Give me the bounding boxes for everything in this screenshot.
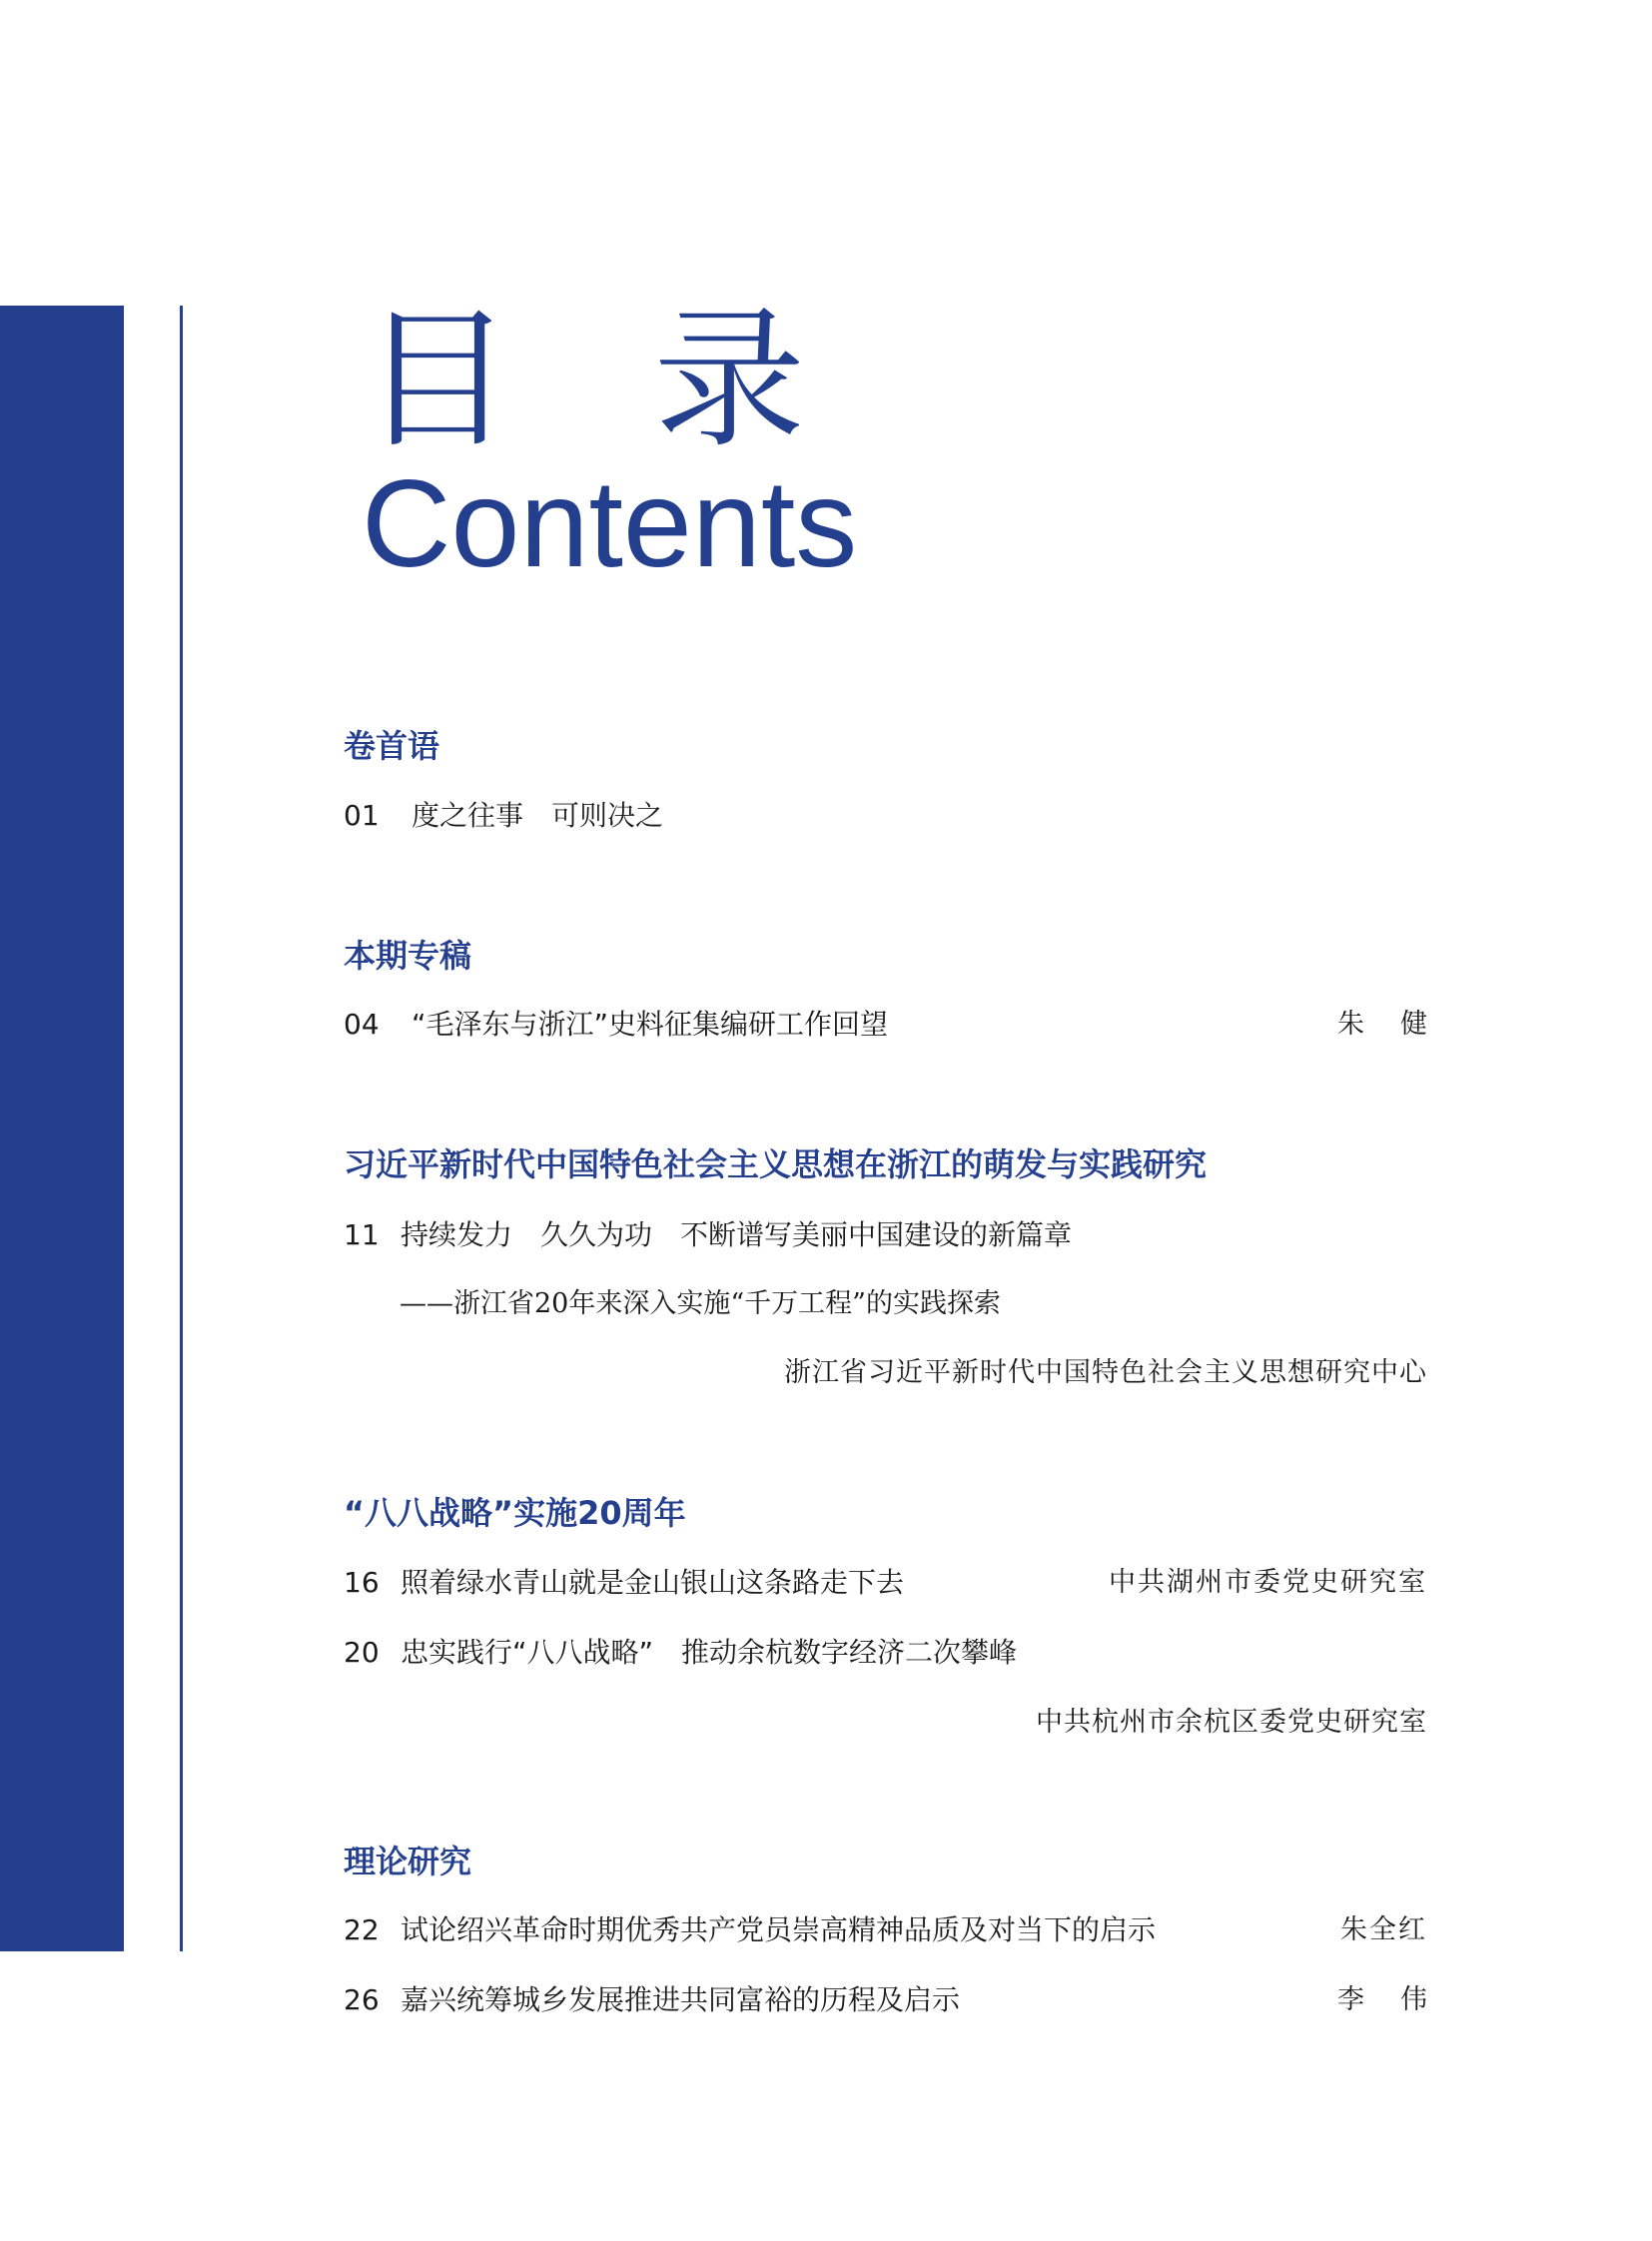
toc-entry[interactable] bbox=[344, 1213, 1427, 1257]
page-number: 16 bbox=[344, 1566, 380, 1599]
article-author: 李伟 bbox=[1337, 1984, 1463, 2015]
page-number: 26 bbox=[344, 1983, 380, 2016]
article-title: 持续发力 久久为功 不断谱写美丽中国建设的新篇章 bbox=[401, 1218, 1073, 1251]
page-number: 22 bbox=[344, 1913, 380, 1946]
article-author: 朱全红 bbox=[1340, 1914, 1427, 1945]
section-title-preface: 卷首语 bbox=[344, 727, 440, 765]
article-title: 嘉兴统筹城乡发展推进共同富裕的历程及启示 bbox=[401, 1983, 961, 2016]
toc-entry[interactable] bbox=[344, 1631, 1427, 1675]
article-subtitle: ——浙江省20年来深入实施“千万工程”的实践探索 bbox=[400, 1288, 1001, 1319]
left-color-band bbox=[0, 306, 124, 1951]
section-title-feature: 本期专稿 bbox=[344, 937, 472, 975]
section-title-theory: 理论研究 bbox=[344, 1843, 472, 1880]
toc-entry[interactable] bbox=[344, 1908, 1427, 1952]
page-number: 04 bbox=[344, 1008, 380, 1041]
article-title: 忠实践行“八八战略” 推动余杭数字经济二次攀峰 bbox=[401, 1636, 1018, 1669]
article-author: 中共湖州市委党史研究室 bbox=[1109, 1567, 1427, 1598]
article-author: 朱健 bbox=[1337, 1009, 1463, 1040]
article-title: 度之往事 可则决之 bbox=[412, 799, 664, 832]
page-number: 11 bbox=[344, 1218, 380, 1251]
article-title: “毛泽东与浙江”史料征集编研工作回望 bbox=[412, 1008, 889, 1041]
page-number: 01 bbox=[344, 799, 380, 832]
page-title-english: Contents bbox=[362, 455, 858, 593]
article-author: 浙江省习近平新时代中国特色社会主义思想研究中心 bbox=[784, 1357, 1427, 1388]
article-author: 中共杭州市余杭区委党史研究室 bbox=[1036, 1707, 1427, 1738]
article-title: 照着绿水青山就是金山银山这条路走下去 bbox=[401, 1566, 905, 1599]
toc-entry[interactable] bbox=[344, 1561, 1427, 1605]
page-number: 20 bbox=[344, 1636, 380, 1669]
section-title-xi-thought: 习近平新时代中国特色社会主义思想在浙江的萌发与实践研究 bbox=[344, 1145, 1208, 1183]
article-title: 试论绍兴革命时期优秀共产党员崇高精神品质及对当下的启示 bbox=[401, 1913, 1157, 1946]
toc-entry[interactable] bbox=[344, 1003, 1463, 1047]
toc-entry[interactable] bbox=[344, 794, 1427, 838]
section-title-88-strategy: “八八战略”实施20周年 bbox=[344, 1494, 686, 1532]
toc-entry[interactable] bbox=[344, 1978, 1463, 2022]
page-title-chinese: 目 录 bbox=[362, 292, 852, 468]
vertical-divider bbox=[180, 306, 183, 1951]
